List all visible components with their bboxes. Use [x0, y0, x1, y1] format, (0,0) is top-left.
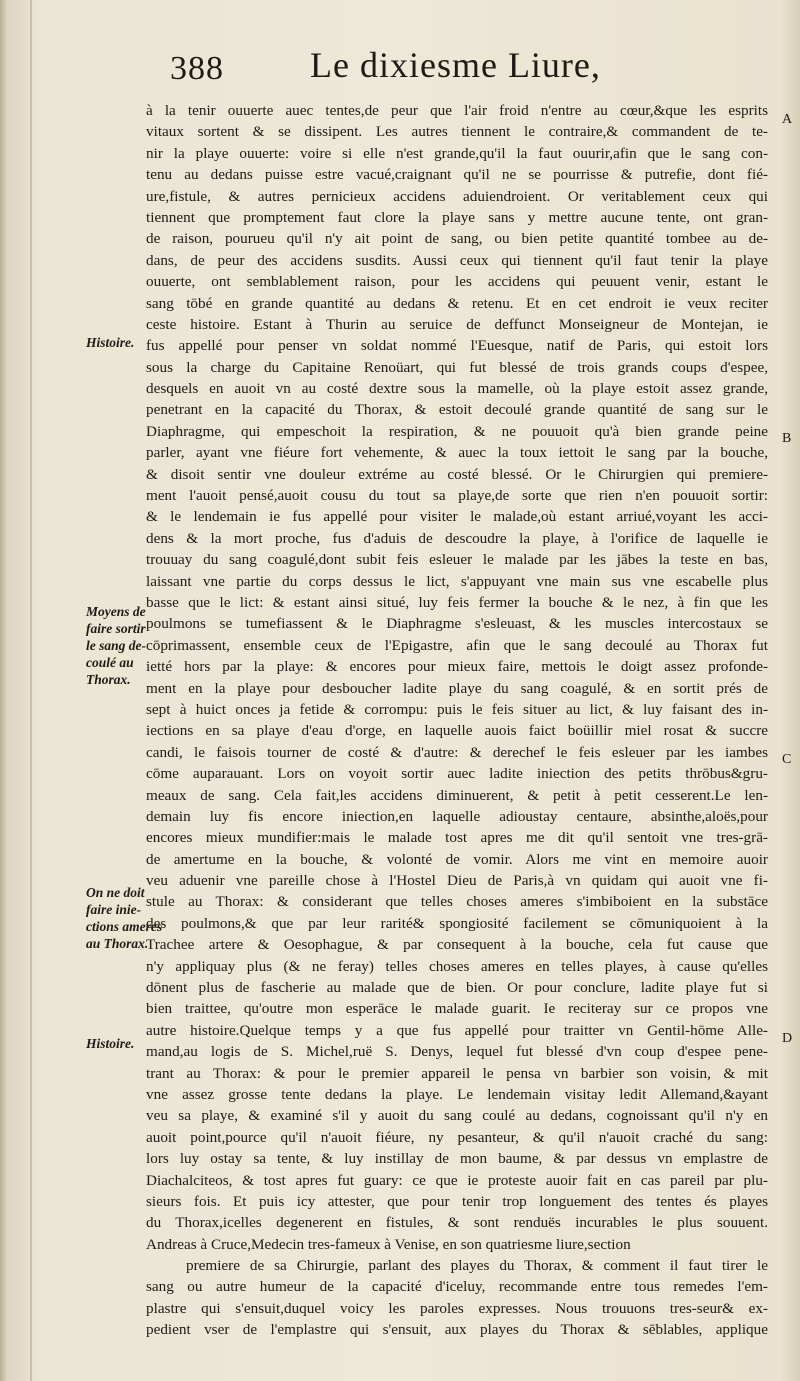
text-line: tenu au dedans puisse estre vacué,craignant qu'il ne se pourrisse & putrefie, dont fié-	[146, 166, 768, 184]
text-line: bien traittee, qu'outre mon esperāce le malade guarit. Ie reciteray sur ce propos vne	[146, 1000, 768, 1018]
margin-note-line: le sang de-	[86, 638, 146, 653]
page-edge	[0, 0, 6, 1381]
text-line: autre histoire.Quelque temps y a que fus appellé pour traitter vn Gentil-hōme Alle-	[146, 1021, 768, 1039]
text-line: veu aduenir vne pareille chose à l'Hostel Dieu de Paris,à vn quidam qui auoit vne fi-	[146, 872, 768, 890]
text-line: vne assez grosse tente dedans la playe. Le lendemain visitay ledit Allemand,&ayant	[146, 1085, 768, 1103]
text-line: desquels en auoit vn au costé dextre sous la mamelle, où la playe estoit assez grande,	[146, 380, 768, 398]
text-line: du Thorax,icelles degenerent en fistules, & sont renduës incurables le plus souuent.	[146, 1214, 768, 1232]
section-letter-b: B	[782, 431, 792, 446]
text-line: tiennent que promptement faut clore la playe sans y mettre aucune tente, ont gran-	[146, 208, 768, 226]
text-line: dens & la mort proche, fus d'aduis de descoudre la playe, à l'orifice de laquelle ie	[146, 529, 768, 547]
text-line: ment l'auoit pensé,auoit cousu du tout sa playe,de sorte que rien n'en pouuoit sortir:	[146, 487, 768, 505]
text-line: trant au Thorax: & pour le premier appareil le pensa vn barbier son voisin, & mit	[146, 1064, 768, 1082]
text-line: ure,fistule, & autres pernicieux accidens aduiendroient. Or veritablement ceux qui	[146, 187, 768, 205]
margin-note-line: faire inie-	[86, 902, 142, 917]
running-title: Le dixiesme Liure,	[310, 45, 601, 85]
margin-note-line: au Thorax.	[86, 936, 149, 951]
text-line: dans, de peur des accidens susdits. Aussi ceux qui tiennent qu'il faut tenir la playe	[146, 251, 768, 269]
margin-note-line: On ne doit	[86, 885, 145, 900]
text-line: Andreas à Cruce,Medecin tres-fameux à Venise, en son quatriesme liure,section	[146, 1235, 631, 1253]
margin-note-line: Histoire.	[86, 1036, 135, 1051]
text-line: des poulmons,& que par leur rarité& spongiosité facilement se cōmuniquoient à la	[146, 914, 768, 932]
margin-note-histoire	[86, 334, 150, 351]
text-line: laissant vne partie du corps dessus le lict, s'appuyant vne main sus vne escabelle plus	[146, 572, 768, 590]
text-line: sept à huict onces ja fetide & corrompu: puis le feis situer au lict, & luy faisant des in-	[146, 700, 768, 718]
text-line: fus appellé pour penser vn soldat nommé l'Euesque, natif de Paris, qui estoit lors	[146, 337, 768, 355]
text-line: ment en la playe pour desboucher ladite playe du sang coagulé, & en sortit prés de	[146, 679, 768, 697]
margin-note-line: Thorax.	[86, 672, 131, 687]
text-line: de amertume en la bouche, & volonté de vomir. Alors me vint en memoire auoir	[146, 850, 768, 868]
page-number: 388	[170, 50, 224, 87]
margin-note-line: faire sortir	[86, 621, 146, 636]
text-line: ceste histoire. Estant à Thurin au seruice de deffunct Monseigneur de Montejan, ie	[146, 315, 768, 333]
text-line: Diachalciteos, & tost apres fut guary: ce que ie proteste auoir fait en cas pareil par plu-	[146, 1171, 768, 1189]
text-line: stule au Thorax: & considerant que telles choses ameres s'imbiboient en la substāce	[146, 893, 768, 911]
margin-note-line: Moyens de	[86, 604, 146, 619]
page-header	[170, 44, 770, 100]
text-line: sang tōbé en grande quantité au dedans & retenu. Et en cet endroit ie veux reciter	[146, 294, 768, 312]
text-line: & le lendemain ie fus appellé pour visiter le malade,où estant arriué,voyant les acci-	[146, 508, 768, 526]
text-line: de raison, pourueu qu'il n'y ait point de sang, ou bien petite quantité tombee au de-	[146, 230, 768, 248]
text-line: premiere de sa Chirurgie, parlant des playes du Thorax, & comment il faut tirer le	[186, 1257, 768, 1275]
text-line: demain luy fis encore iniection,en laquelle adioustay centaure, absinthe,aloës,pour	[146, 807, 768, 825]
text-line: n'y appliquay plus (& ne feray) telles choses ameres en telles playes, à cause qu'elles	[146, 957, 768, 975]
text-line: auoit point,pource qu'il n'auoit fiéure, ny pesanteur, & qu'il n'auoit craché du sang:	[146, 1128, 768, 1146]
section-letter-d: D	[782, 1031, 793, 1046]
text-line: iections en sa playe d'eau d'orge, en laquelle auois faict boüillir miel rosat & succre	[146, 722, 768, 740]
text-line: & disoit sentir vne douleur extréme au costé blessé. Or le Chirurgien qui premiere-	[146, 465, 768, 483]
body-text	[146, 100, 768, 1362]
section-letter-a: A	[782, 112, 793, 127]
text-line: à la tenir ouuerte auec tentes,de peur que l'air froid n'entre au cœur,&que les esprits	[146, 102, 768, 119]
text-line: sieurs fois. Et puis icy attester, que pour tenir trop longuement des tentes és playes	[146, 1192, 768, 1210]
text-line: cōme auparauant. Lors on voyoit sortir auec ladite iniection des petits thrōbus&gru-	[146, 765, 768, 783]
text-line: pedient vser de l'emplastre qui s'ensuit, aux playes du Thorax & sēblables, applique	[146, 1321, 768, 1339]
text-line: sous la charge du Capitaine Renoüart, qui fut blessé de trois grands coups d'espee,	[146, 358, 768, 376]
text-line: poulmons se tumefiassent & le Diaphragme s'esleuast, & les muscles intercostaux se	[146, 615, 768, 633]
gutter-shadow	[30, 0, 32, 1381]
margin-note-histoire-2	[86, 1035, 150, 1052]
margin-note-line: Histoire.	[86, 335, 135, 350]
text-line: basse que le lict: & estant ainsi situé, luy feis fermer la bouche & le nez, à fin que les	[146, 593, 768, 611]
text-line: sang ou autre humeur de la capacité d'iceluy, recommande entre tous remedes l'em-	[146, 1278, 768, 1296]
section-letter-c: C	[782, 752, 792, 767]
text-line: encores mieux mundifier:mais le malade tost apres me dit qu'il sentoit vne tres-grā-	[146, 829, 768, 847]
margin-note-injections	[86, 884, 163, 952]
text-line: parler, ayant vne fiéure fort vehemente, & auec la toux iettoit le sang par la bouche,	[146, 444, 768, 462]
text-line	[146, 1341, 768, 1362]
text-line: vitaux sortent & se dissipent. Les autres tiennent le contraire,& commandent de te-	[146, 123, 768, 141]
text-line: veu sa playe, & examiné s'il y auoit du sang coulé au dedans, cognoissant qu'il n'y en	[146, 1107, 768, 1125]
text-line: mand,au logis de S. Michel,ruë S. Denys, lequel fut blessé d'vn coup d'espee pene-	[146, 1043, 768, 1061]
text-line: nir la playe ouuerte: voire si elle n'est grande,qu'il la faut ouurir,afin que le sang con-	[146, 144, 768, 162]
text-line: ouuerte, ont semblablement raison, pour les accidens qui peuuent venir, estant le	[146, 273, 768, 291]
text-line: trouuay du sang coagulé,dont subit feis esleuer le malade par les jābes la teste en bas,	[146, 551, 768, 569]
text-line: candi, le faisois tourner de costé & d'autre: & derechef le feis esleuer par les iambes	[146, 743, 768, 761]
text-line: penetrant en la capacité du Thorax, & estoit decoulé grande quantité de sang sur le	[146, 401, 768, 419]
text-line: Trachee artere & Oesophague, & par consequent à la bouche, cela fut cause que	[146, 936, 768, 954]
text-line: dōnent plus de fascherie au malade que de bien. Or pour conclure, ladite playe fut si	[146, 979, 768, 997]
text-line: ietté hors par la playe: & encores pour mieux faire, mettois le doigt assez profonde-	[146, 658, 768, 676]
text-line: meaux de sang. Cela fait,les accidens diminuerent, & petit à petit cesserent.Le len-	[146, 786, 768, 804]
text-line: plastre qui s'ensuit,duquel voicy les paroles expresses. Nous trouuons tres-seur& ex-	[146, 1299, 768, 1317]
text-line: cōprimassent, ensemble ceux de l'Epigastre, afin que le sang decoulé au Thorax fut	[146, 636, 768, 654]
text-line: lors luy ostay sa tente, & luy instillay de mon baume, & par dessus vn emplastre de	[146, 1150, 768, 1168]
text-line: Diaphragme, qui empeschoit la respiration, & ne pouuoit qu'à bien grande peine	[146, 422, 768, 440]
margin-note-line: coulé au	[86, 655, 134, 670]
margin-note-moyens	[86, 603, 150, 688]
margin-note-line: ctions ameres	[86, 919, 163, 934]
